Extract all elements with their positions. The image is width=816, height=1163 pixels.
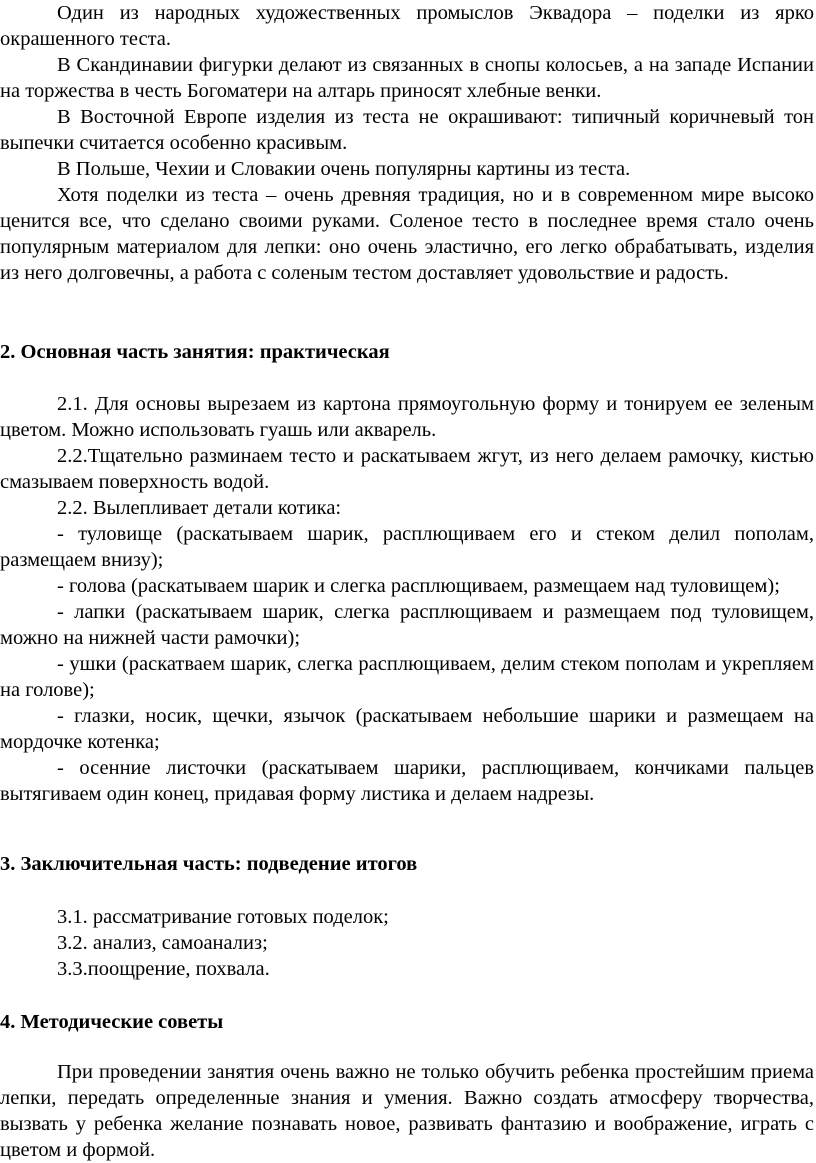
summary-item: 3.1. рассматривание готовых поделок; [57, 906, 389, 928]
detail-ears: - ушки (раскатваем шарик, слегка расплющиваем, делим стеком пополам и укрепляем на голове); [0, 653, 814, 701]
detail-head: - голова (раскатываем шарик и слегка расплющиваем, размещаем над туловищем); [57, 575, 780, 597]
section-2-heading: 2. Основная часть занятия: практическая [0, 341, 390, 363]
detail-leaves: - осенние листочки (раскатываем шарики, расплющиваем, кончиками пальцев вытягиваем один конец, придавая форму листика и делаем надрезы. [0, 757, 814, 805]
intro-paragraph-scandinavia: В Скандинавии фигурки делают из связанных в снопы колосьев, а на западе Испании на торжества в честь Богоматери на алтарь приносят хлебные венки. [0, 54, 814, 102]
detail-face: - глазки, носик, щечки, язычок (раскатываем небольшие шарики и размещаем на мордочке котенка; [0, 705, 814, 753]
step-2-2-details: 2.2. Вылепливает детали котика: [57, 497, 342, 519]
intro-paragraph-ecuador: Один из народных художественных промыслов Эквадора – поделки из ярко окрашенного теста. [0, 2, 814, 50]
section-4 [0, 1009, 814, 1035]
step-2-2-frame: 2.2.Тщательно разминаем тесто и раскатываем жгут, из него делаем рамочку, кистью смазываем поверхность водой. [0, 445, 814, 493]
intro-paragraph-tradition: Хотя поделки из теста – очень древняя традиция, но и в современном мире высоко ценится все, что сделано своими руками. Соленое тесто в последнее время стало очень популярным материалом для лепки: оно очень эластично, его легко обрабатывать, изделия из него долговечны, а работа с соленым тестом доставляет удовольствие и радость. [0, 184, 814, 284]
section-2-body [0, 391, 814, 807]
section-4-heading: 4. Методические советы [0, 1011, 224, 1033]
step-2-1: 2.1. Для основы вырезаем из картона прямоугольную форму и тонируем ее зеленым цветом. Можно использовать гуашь или акварель. [0, 393, 814, 441]
summary-item: 3.2. анализ, самоанализ; [57, 932, 268, 954]
section-3 [0, 851, 814, 877]
section-2 [0, 339, 814, 365]
intro-paragraph-poland: В Польше, Чехии и Словакии очень популярны картины из теста. [57, 158, 631, 180]
section-3-body [0, 904, 814, 982]
summary-item: 3.3.поощрение, похвала. [57, 958, 270, 980]
methodical-advice-paragraph: При проведении занятия очень важно не только обучить ребенка простейшим приема лепки, передать определенные знания и умения. Важно создать атмосферу творчества, вызвать у ребенка желание познавать новое, развивать фантазию и воображение, играть с цветом и формой. [0, 1061, 814, 1161]
intro-block [0, 0, 814, 286]
section-3-heading: 3. Заключительная часть: подведение итогов [0, 853, 418, 875]
detail-body: - туловище (раскатываем шарик, расплющиваем его и стеком делил пополам, размещаем внизу); [0, 523, 814, 571]
intro-paragraph-eastern-europe: В Восточной Европе изделия из теста не окрашивают: типичный коричневый тон выпечки считается особенно красивым. [0, 106, 814, 154]
detail-paws: - лапки (раскатываем шарик, слегка расплющиваем и размещаем под туловищем, можно на нижней части рамочки); [0, 601, 814, 649]
section-4-body [0, 1059, 814, 1163]
